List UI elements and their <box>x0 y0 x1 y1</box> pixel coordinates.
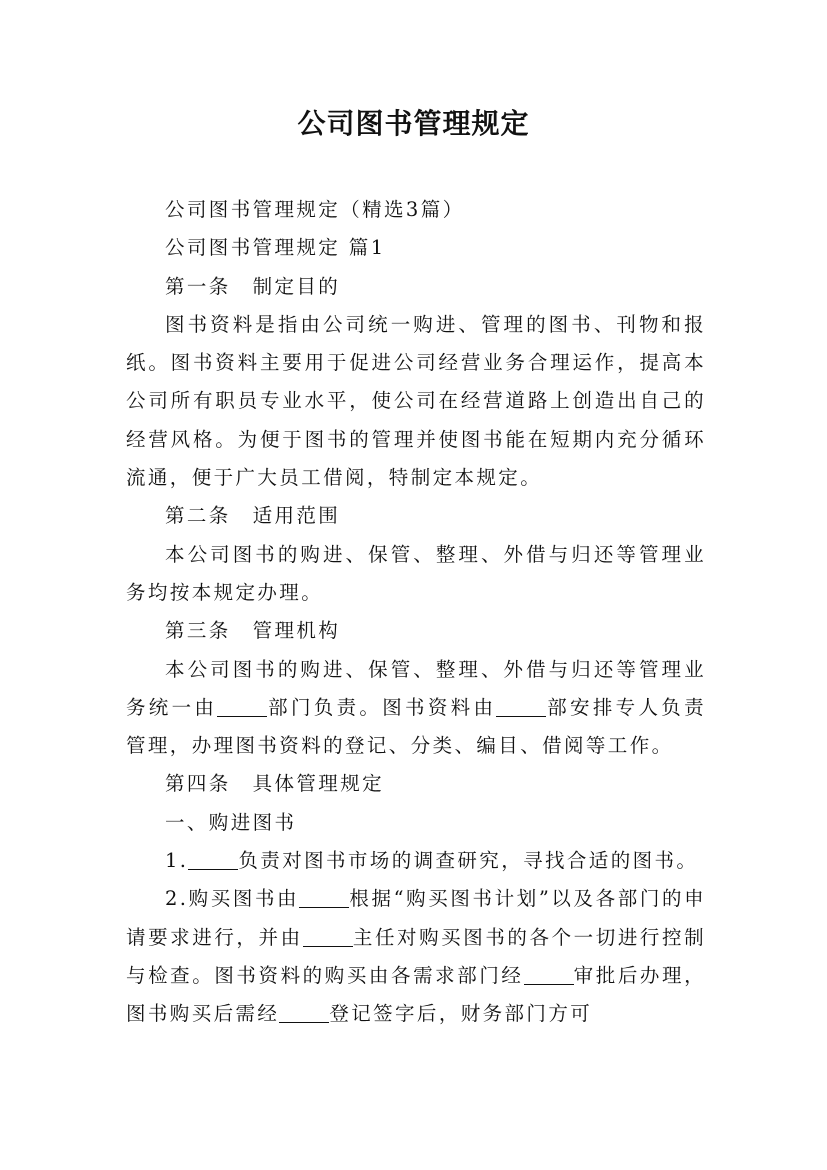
fill-in-blank <box>303 926 353 947</box>
fill-in-blank <box>217 696 267 717</box>
text-run: 本公司图书的购进、保管、整理、外借与归还等管理业务统一由 <box>126 657 706 719</box>
article-2-heading: 第二条 适用范围 <box>165 504 341 528</box>
paragraph-subtitle: 公司图书管理规定（精选3篇） <box>165 198 465 221</box>
paragraph-section-heading: 公司图书管理规定 篇1 <box>165 236 386 260</box>
clause-1 <box>126 842 706 880</box>
text-run: 登记签字后，财务部门方可 <box>329 1002 593 1026</box>
fill-in-blank <box>279 1003 329 1024</box>
fill-in-blank <box>188 850 238 871</box>
article-3-body <box>126 651 706 766</box>
fill-in-blank <box>496 696 546 717</box>
article-2-body: 本公司图书的购进、保管、整理、外借与归还等管理业务均按本规定办理。 <box>126 542 706 604</box>
fill-in-blank <box>299 888 349 909</box>
clause-2 <box>126 880 706 1033</box>
text-run: 1. <box>165 849 189 873</box>
document-title: 公司图书管理规定 <box>297 107 530 140</box>
fill-in-blank <box>524 964 574 985</box>
article-1-body: 图书资料是指由公司统一购进、管理的图书、刊物和报纸。图书资料主要用于促进公司经营业务合理运作，提高本公司所有职员专业水平，使公司在经营道路上创造出自己的经营风格。为便于图书的管理并使图书能在短期内充分循环流通，便于广大员工借阅，特制定本规定。 <box>126 312 706 490</box>
text-run: 部门负责。图书资料由 <box>267 695 497 719</box>
subsection-heading: 一、购进图书 <box>165 810 297 834</box>
document-body <box>126 191 706 1034</box>
text-run: 根据“购买图书计划”以及各部门的申请要求进行，并由 <box>126 887 706 949</box>
text-run: 部安排专人负责管理，办理图书资料的登记、分类、编目、借阅等工作。 <box>126 695 706 758</box>
article-4-heading: 第四条 具体管理规定 <box>165 772 385 796</box>
text-run: 主任对购买图书的各个一切进行控制与检查。图书资料的购买由各需求部门经 <box>126 925 706 987</box>
article-3-heading: 第三条 管理机构 <box>165 619 341 643</box>
text-run: 负责对图书市场的调查研究，寻找合适的图书。 <box>238 849 699 873</box>
text-run: 审批后办理，图书购买后需经 <box>126 963 706 1026</box>
text-run: 2.购买图书由 <box>165 887 300 911</box>
article-1-heading: 第一条 制定目的 <box>165 274 341 298</box>
